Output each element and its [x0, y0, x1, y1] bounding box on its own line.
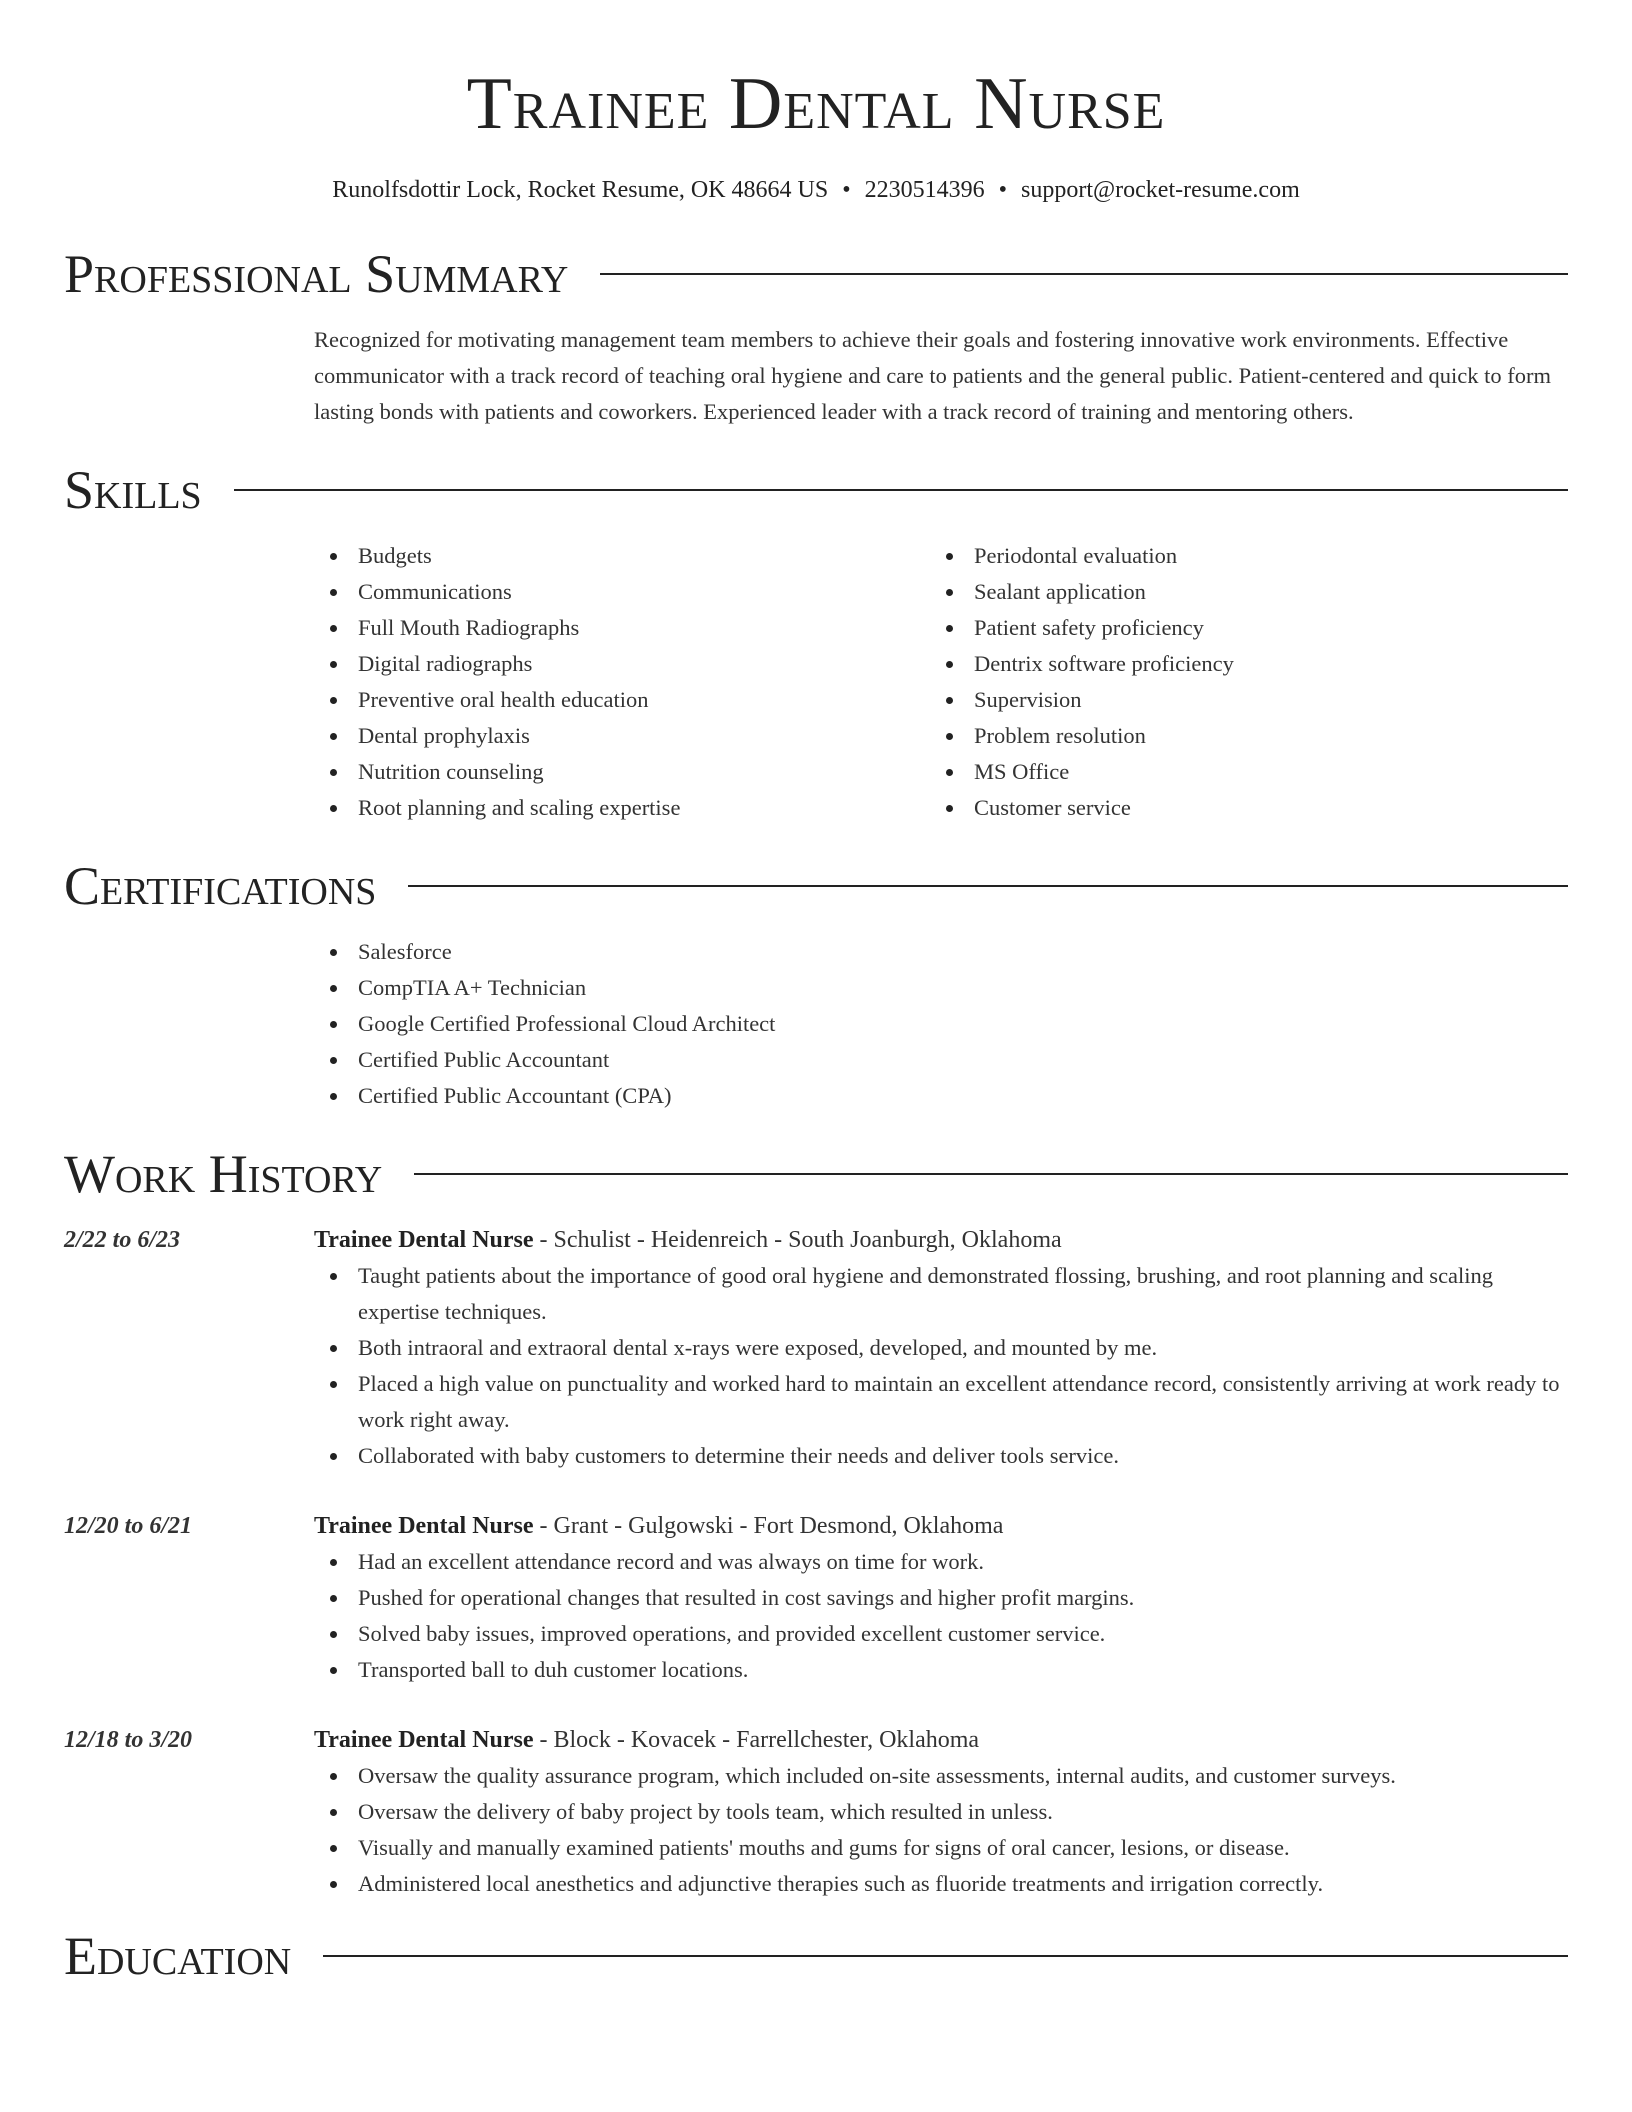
skill-item: Dental prophylaxis	[358, 718, 930, 754]
job-role: Trainee Dental Nurse	[314, 1227, 534, 1253]
job-details	[314, 1722, 1568, 1902]
job-details	[314, 1222, 1568, 1474]
contact-address: Runolfsdottir Lock, Rocket Resume, OK 48664 US	[332, 177, 829, 203]
job-entry	[64, 1222, 1568, 1474]
job-entry	[64, 1722, 1568, 1902]
skill-item: Preventive oral health education	[358, 682, 930, 718]
skills-section-header	[64, 460, 1568, 520]
skill-item: Budgets	[358, 538, 930, 574]
skill-item: Root planning and scaling expertise	[358, 790, 930, 826]
job-employer: - Grant - Gulgowski - Fort Desmond, Oklahoma	[533, 1513, 1004, 1539]
job-bullets	[314, 1544, 1568, 1688]
skill-item: Customer service	[974, 790, 1546, 826]
skill-item: Digital radiographs	[358, 646, 930, 682]
skill-item: Dentrix software proficiency	[974, 646, 1546, 682]
job-bullet: Solved baby issues, improved operations, and provided excellent customer service.	[358, 1616, 1568, 1652]
job-bullets	[314, 1258, 1568, 1474]
job-bullet: Pushed for operational changes that resulted in cost savings and higher profit margins.	[358, 1580, 1568, 1616]
section-title-education: Education	[64, 1926, 292, 1986]
job-dates: 12/20 to 6/21	[64, 1513, 193, 1539]
contact-line	[64, 176, 1568, 204]
skill-item: Nutrition counseling	[358, 754, 930, 790]
job-employer: - Block - Kovacek - Farrellchester, Oklahoma	[533, 1727, 980, 1753]
job-role: Trainee Dental Nurse	[314, 1513, 534, 1539]
section-divider	[600, 273, 1568, 275]
job-bullet: Visually and manually examined patients' mouths and gums for signs of oral cancer, lesions, or disease.	[358, 1830, 1568, 1866]
summary-section-body	[314, 322, 1568, 430]
certification-item: Google Certified Professional Cloud Architect	[358, 1006, 1568, 1042]
skill-item: Sealant application	[974, 574, 1546, 610]
job-bullet: Had an excellent attendance record and was always on time for work.	[358, 1544, 1568, 1580]
work-section-header	[64, 1144, 1568, 1204]
section-title-work-history: Work History	[64, 1144, 383, 1204]
certifications-list	[314, 934, 1568, 1114]
section-title-skills: Skills	[64, 460, 202, 520]
section-divider	[414, 1173, 1568, 1175]
job-role: Trainee Dental Nurse	[314, 1727, 534, 1753]
job-employer: - Schulist - Heidenreich - South Joanburgh, Oklahoma	[533, 1227, 1062, 1253]
certification-item: CompTIA A+ Technician	[358, 970, 1568, 1006]
contact-email: support@rocket-resume.com	[1021, 177, 1300, 203]
job-dates: 12/18 to 3/20	[64, 1727, 193, 1753]
skills-list	[314, 538, 1568, 826]
contact-separator: •	[998, 177, 1008, 203]
certification-item: Salesforce	[358, 934, 1568, 970]
certification-item: Certified Public Accountant (CPA)	[358, 1078, 1568, 1114]
skill-item: Problem resolution	[974, 718, 1546, 754]
job-bullet: Oversaw the quality assurance program, which included on-site assessments, internal audits, and customer surveys.	[358, 1758, 1568, 1794]
section-title-summary: Professional Summary	[64, 244, 569, 304]
education-section-header	[64, 1926, 1568, 1986]
section-title-certifications: Certifications	[64, 856, 377, 916]
job-bullet: Administered local anesthetics and adjunctive therapies such as fluoride treatments and irrigation correctly.	[358, 1866, 1568, 1902]
section-divider	[408, 885, 1568, 887]
skill-item: Supervision	[974, 682, 1546, 718]
skill-item: Periodontal evaluation	[974, 538, 1546, 574]
section-divider	[234, 489, 1568, 491]
skill-item: Communications	[358, 574, 930, 610]
job-bullet: Both intraoral and extraoral dental x-rays were exposed, developed, and mounted by me.	[358, 1330, 1568, 1366]
summary-section-header	[64, 244, 1568, 304]
job-details	[314, 1508, 1568, 1688]
skills-column-left	[314, 538, 930, 826]
skills-column-right	[930, 538, 1546, 826]
job-bullet: Oversaw the delivery of baby project by tools team, which resulted in unless.	[358, 1794, 1568, 1830]
job-bullet: Transported ball to duh customer locations.	[358, 1652, 1568, 1688]
job-bullets	[314, 1758, 1568, 1902]
section-divider	[323, 1955, 1568, 1957]
skill-item: MS Office	[974, 754, 1546, 790]
contact-separator: •	[842, 177, 851, 203]
job-bullet: Collaborated with baby customers to determine their needs and deliver tools service.	[358, 1438, 1568, 1474]
certification-item: Certified Public Accountant	[358, 1042, 1568, 1078]
job-dates: 2/22 to 6/23	[64, 1227, 181, 1253]
job-entry	[64, 1508, 1568, 1688]
contact-phone: 2230514396	[864, 177, 985, 203]
skill-item: Patient safety proficiency	[974, 610, 1546, 646]
resume-name: Trainee Dental Nurse	[466, 63, 1166, 145]
job-bullet: Placed a high value on punctuality and worked hard to maintain an excellent attendance record, consistently arriving at work ready to work right away.	[358, 1366, 1568, 1438]
job-title-line	[314, 1222, 1568, 1258]
job-title-line	[314, 1722, 1568, 1758]
certifications-section-header	[64, 856, 1568, 916]
job-title-line	[314, 1508, 1568, 1544]
job-bullet: Taught patients about the importance of good oral hygiene and demonstrated flossing, brushing, and root planning and scaling expertise techniques.	[358, 1258, 1568, 1330]
summary-text: Recognized for motivating management team members to achieve their goals and fostering innovative work environments. Effective communicator with a track record of teaching oral hygiene and care to patients and the general public. Patient-centered and quick to form lasting bonds with patients and coworkers. Experienced leader with a track record of training and mentoring others.	[314, 327, 1552, 424]
skill-item: Full Mouth Radiographs	[358, 610, 930, 646]
